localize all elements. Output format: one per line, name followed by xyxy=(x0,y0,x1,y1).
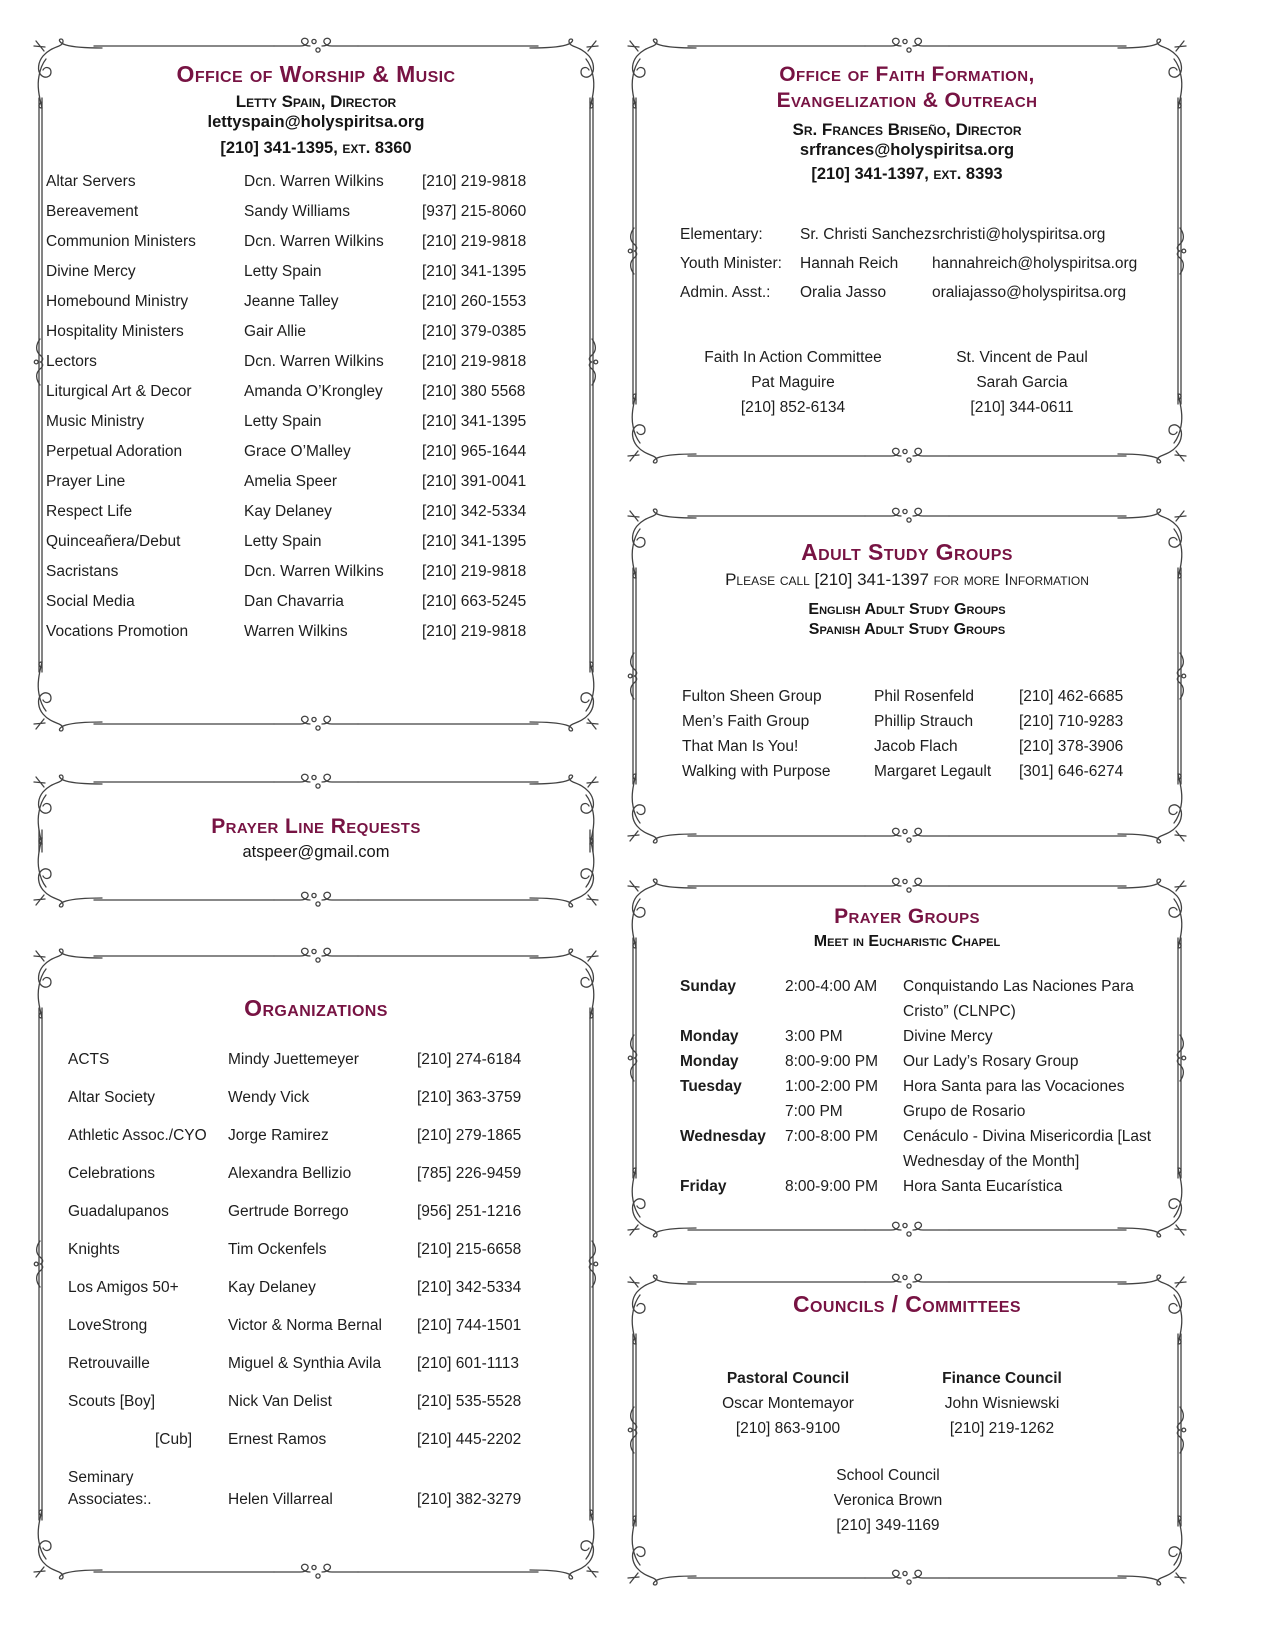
contact-phone: [210] 219-9818 xyxy=(422,563,527,580)
panel-faith-formation xyxy=(624,36,1190,466)
contact-phone: [210] 219-9818 xyxy=(422,173,527,190)
schedule-desc: Conquistando Las Naciones Para Cristo” (CLNPC) xyxy=(903,978,1134,1020)
schedule-day xyxy=(680,1099,785,1124)
committee-block xyxy=(912,345,1132,420)
council-name: Pastoral Council xyxy=(726,1370,850,1387)
contact-name: Sandy Williams xyxy=(244,203,350,220)
schedule-desc: Cenáculo - Divina Misericordia [Last Wednesday of the Month] xyxy=(903,1128,1152,1170)
staff-name: Sr. Christi Sanchez xyxy=(800,226,932,243)
study-groups-table xyxy=(682,684,1190,784)
council-blocks xyxy=(624,1366,1190,1441)
committee-phone: [210] 852-6134 xyxy=(740,399,846,416)
ministry-name: Divine Mercy xyxy=(46,263,136,280)
table-row xyxy=(682,709,1190,734)
org-name: ACTS xyxy=(68,1051,110,1068)
committee-contact: Pat Maguire xyxy=(751,374,835,391)
table-row xyxy=(46,287,602,317)
leader-name: Jacob Flach xyxy=(874,738,958,755)
contact-name: Miguel & Synthia Avila xyxy=(228,1355,382,1372)
council-name: School Council xyxy=(836,1467,940,1484)
ministry-name: Vocations Promotion xyxy=(46,623,189,640)
table-row xyxy=(68,1307,602,1345)
ministry-table xyxy=(46,167,602,647)
table-row xyxy=(68,1467,602,1511)
info-note: Please call [210] 341-1397 for more Information xyxy=(725,570,1089,589)
leader-name: Phillip Strauch xyxy=(874,713,974,730)
section-title-line2: Evangelization & Outreach xyxy=(776,89,1038,112)
committee-phone: [210] 344-0611 xyxy=(970,399,1074,416)
schedule-desc: Our Lady’s Rosary Group xyxy=(903,1053,1079,1070)
contact-phone: [210] 663-5245 xyxy=(422,593,527,610)
contact-name: Nick Van Delist xyxy=(228,1393,332,1410)
section-title-line1: Office of Faith Formation, xyxy=(779,63,1035,86)
panel-prayer-line-requests xyxy=(30,772,602,910)
table-row xyxy=(680,220,1190,249)
org-name: [Cub] xyxy=(155,1431,193,1448)
committee-blocks xyxy=(624,345,1190,420)
schedule-table xyxy=(680,974,1174,1199)
contact-name: Letty Spain xyxy=(244,413,322,430)
director-line: Sr. Frances Briseño, Director xyxy=(792,120,1022,139)
panel-prayer-groups xyxy=(624,876,1190,1240)
schedule-day: Monday xyxy=(680,1053,739,1070)
schedule-desc: Grupo de Rosario xyxy=(903,1103,1026,1120)
committee-name: St. Vincent de Paul xyxy=(956,349,1088,366)
table-row xyxy=(46,317,602,347)
contact-phone: [210] 744-1501 xyxy=(417,1317,522,1334)
ministry-name: Sacristans xyxy=(46,563,119,580)
contact-name: Dcn. Warren Wilkins xyxy=(244,353,384,370)
section-title: Prayer Line Requests xyxy=(211,815,421,838)
council-phone: [210] 349-1169 xyxy=(836,1517,940,1534)
table-row xyxy=(46,257,602,287)
table-row xyxy=(68,1421,602,1459)
group-name: Fulton Sheen Group xyxy=(682,688,822,705)
contact-phone: [785] 226-9459 xyxy=(417,1165,522,1182)
leader-phone: [301] 646-6274 xyxy=(1019,763,1124,780)
table-row xyxy=(68,1041,602,1079)
contact-phone: [937] 215-8060 xyxy=(422,203,527,220)
contact-phone: [210] 342-5334 xyxy=(417,1279,522,1296)
staff-role: Elementary: xyxy=(680,226,763,243)
committee-contact: Sarah Garcia xyxy=(976,374,1068,391)
table-row xyxy=(46,497,602,527)
contact-phone: [210] 965-1644 xyxy=(422,443,527,460)
ministry-name: Liturgical Art & Decor xyxy=(46,383,192,400)
section-title: Adult Study Groups xyxy=(801,539,1013,565)
org-name: Knights xyxy=(68,1241,120,1258)
contact-name: Amelia Speer xyxy=(244,473,338,490)
schedule-time: 3:00 PM xyxy=(785,1028,843,1045)
organizations-table xyxy=(68,1041,602,1511)
staff-name: Hannah Reich xyxy=(800,255,899,272)
contact-name: Letty Spain xyxy=(244,533,322,550)
phone-line: [210] 341-1395, ext. 8360 xyxy=(220,139,412,157)
table-row xyxy=(68,1383,602,1421)
table-row xyxy=(680,249,1190,278)
contact-name: Amanda O’Krongley xyxy=(244,383,383,400)
panel-councils-committees xyxy=(624,1272,1190,1588)
table-row xyxy=(68,1269,602,1307)
council-block xyxy=(783,1463,993,1538)
staff-email: srchristi@holyspiritsa.org xyxy=(932,226,1106,243)
section-title: Prayer Groups xyxy=(834,905,980,928)
table-row xyxy=(68,1231,602,1269)
contact-name: Jeanne Talley xyxy=(244,293,339,310)
contact-name: Gair Allie xyxy=(244,323,307,340)
contact-phone: [210] 219-9818 xyxy=(422,623,527,640)
contact-phone: [210] 341-1395 xyxy=(422,533,527,550)
contact-phone: [210] 391-0041 xyxy=(422,473,527,490)
contact-name: Dcn. Warren Wilkins xyxy=(244,563,384,580)
contact-phone: [210] 342-5334 xyxy=(422,503,527,520)
leader-phone: [210] 462-6685 xyxy=(1019,688,1124,705)
ministry-name: Homebound Ministry xyxy=(46,293,189,310)
email-line: srfrances@holyspiritsa.org xyxy=(799,141,1015,159)
spanish-groups-label: Spanish Adult Study Groups xyxy=(808,621,1006,638)
contact-name: Gertrude Borrego xyxy=(228,1203,349,1220)
table-row xyxy=(46,167,602,197)
contact-name: Jorge Ramirez xyxy=(228,1127,329,1144)
contact-phone: [210] 601-1113 xyxy=(417,1355,519,1372)
schedule-desc: Hora Santa Eucarística xyxy=(903,1178,1063,1195)
panel-worship-music xyxy=(30,36,602,734)
org-name: Scouts [Boy] xyxy=(68,1393,156,1410)
table-row xyxy=(46,557,602,587)
ministry-name: Respect Life xyxy=(46,503,133,520)
section-subtitle: Meet in Eucharistic Chapel xyxy=(813,933,1001,950)
schedule-time: 1:00-2:00 PM xyxy=(785,1078,879,1095)
group-name: Men’s Faith Group xyxy=(682,713,810,730)
table-row xyxy=(46,467,602,497)
contact-name: Wendy Vick xyxy=(228,1089,310,1106)
table-row xyxy=(46,197,602,227)
contact-phone: [210] 274-6184 xyxy=(417,1051,522,1068)
table-row xyxy=(46,347,602,377)
table-row xyxy=(682,684,1190,709)
staff-table xyxy=(680,220,1190,307)
group-name: That Man Is You! xyxy=(682,738,799,755)
email-line: lettyspain@holyspiritsa.org xyxy=(207,113,425,131)
contact-phone: [210] 341-1395 xyxy=(422,413,527,430)
schedule-time: 7:00 PM xyxy=(785,1103,843,1120)
schedule-day: Friday xyxy=(680,1178,727,1195)
table-row xyxy=(68,1155,602,1193)
section-title: Organizations xyxy=(244,995,388,1021)
table-row xyxy=(68,1345,602,1383)
contact-name: Grace O’Malley xyxy=(244,443,351,460)
contact-name: Kay Delaney xyxy=(228,1279,316,1296)
org-name: Altar Society xyxy=(68,1089,156,1106)
schedule-row xyxy=(680,1099,1174,1124)
table-row xyxy=(68,1079,602,1117)
schedule-row xyxy=(680,974,1174,1024)
ministry-name: Lectors xyxy=(46,353,97,370)
org-name: Guadalupanos xyxy=(68,1203,169,1220)
contact-name: Mindy Juettemeyer xyxy=(228,1051,359,1068)
ministry-name: Bereavement xyxy=(46,203,139,220)
ministry-name: Communion Ministers xyxy=(46,233,196,250)
phone-line: [210] 341-1397, ext. 8393 xyxy=(811,165,1003,183)
ministry-name: Music Ministry xyxy=(46,413,145,430)
email-line: atspeer@gmail.com xyxy=(242,843,390,861)
contact-name: Helen Villarreal xyxy=(228,1491,333,1508)
org-name: Seminary Associates:. xyxy=(68,1469,152,1508)
panel-adult-study-groups xyxy=(624,506,1190,846)
table-row xyxy=(46,407,602,437)
contact-phone: [210] 215-6658 xyxy=(417,1241,522,1258)
schedule-day: Wednesday xyxy=(680,1128,766,1145)
org-name: Los Amigos 50+ xyxy=(68,1279,179,1296)
staff-role: Admin. Asst.: xyxy=(680,284,771,301)
table-row xyxy=(46,527,602,557)
leader-phone: [210] 378-3906 xyxy=(1019,738,1124,755)
ministry-name: Hospitality Ministers xyxy=(46,323,184,340)
council-block xyxy=(683,1366,893,1441)
contact-name: Warren Wilkins xyxy=(244,623,348,640)
english-groups-label: English Adult Study Groups xyxy=(808,601,1006,618)
schedule-time: 7:00-8:00 PM xyxy=(785,1128,879,1145)
council-phone: [210] 863-9100 xyxy=(735,1420,841,1437)
contact-phone: [210] 379-0385 xyxy=(422,323,527,340)
council-contact: John Wisniewski xyxy=(944,1395,1060,1412)
org-name: Athletic Assoc./CYO xyxy=(68,1127,207,1144)
schedule-row xyxy=(680,1074,1174,1099)
contact-phone: [210] 219-9818 xyxy=(422,353,527,370)
table-row xyxy=(46,377,602,407)
contact-phone: [210] 445-2202 xyxy=(417,1431,522,1448)
section-title: Councils / Committees xyxy=(793,1291,1021,1317)
contact-name: Dcn. Warren Wilkins xyxy=(244,173,384,190)
contact-phone: [210] 260-1553 xyxy=(422,293,527,310)
section-title: Office of Worship & Music xyxy=(176,61,456,87)
schedule-day: Tuesday xyxy=(680,1078,742,1095)
table-row xyxy=(68,1117,602,1155)
staff-name: Oralia Jasso xyxy=(800,284,887,301)
schedule-row xyxy=(680,1174,1174,1199)
group-name: Walking with Purpose xyxy=(682,763,831,780)
table-row xyxy=(46,587,602,617)
schedule-day: Sunday xyxy=(680,978,736,995)
staff-email: hannahreich@holyspiritsa.org xyxy=(932,255,1138,272)
contact-phone: [210] 219-9818 xyxy=(422,233,527,250)
council-phone: [210] 219-1262 xyxy=(949,1420,1055,1437)
schedule-day: Monday xyxy=(680,1028,739,1045)
council-contact: Oscar Montemayor xyxy=(722,1395,854,1412)
contact-phone: [210] 380 5568 xyxy=(422,383,526,400)
leader-name: Phil Rosenfeld xyxy=(874,688,974,705)
contact-name: Dcn. Warren Wilkins xyxy=(244,233,384,250)
table-row xyxy=(46,617,602,647)
contact-name: Kay Delaney xyxy=(244,503,332,520)
schedule-time: 2:00-4:00 AM xyxy=(785,978,878,995)
council-contact: Veronica Brown xyxy=(833,1492,943,1509)
schedule-desc: Hora Santa para las Vocaciones xyxy=(903,1078,1125,1095)
schedule-time: 8:00-9:00 PM xyxy=(785,1053,879,1070)
schedule-row xyxy=(680,1024,1174,1049)
schedule-row xyxy=(680,1049,1174,1074)
ministry-name: Quinceañera/Debut xyxy=(46,533,181,550)
ministry-name: Perpetual Adoration xyxy=(46,443,183,460)
ministry-name: Altar Servers xyxy=(46,173,136,190)
staff-email: oraliajasso@holyspiritsa.org xyxy=(932,284,1127,301)
table-row xyxy=(46,227,602,257)
contact-phone: [210] 341-1395 xyxy=(422,263,527,280)
schedule-row xyxy=(680,1124,1174,1174)
committee-name: Faith In Action Committee xyxy=(704,349,882,366)
schedule-time: 8:00-9:00 PM xyxy=(785,1178,879,1195)
council-name: Finance Council xyxy=(942,1370,1062,1387)
table-row xyxy=(68,1193,602,1231)
staff-role: Youth Minister: xyxy=(680,255,782,272)
contact-name: Tim Ockenfels xyxy=(228,1241,327,1258)
org-name: Celebrations xyxy=(68,1165,156,1182)
table-row xyxy=(680,278,1190,307)
contact-name: Victor & Norma Bernal xyxy=(228,1317,382,1334)
ministry-name: Social Media xyxy=(46,593,135,610)
director-line: Letty Spain, Director xyxy=(235,92,397,111)
table-row xyxy=(682,734,1190,759)
table-row xyxy=(46,437,602,467)
schedule-desc: Divine Mercy xyxy=(903,1028,993,1045)
contact-phone: [210] 363-3759 xyxy=(417,1089,522,1106)
contact-phone: [210] 279-1865 xyxy=(417,1127,522,1144)
contact-phone: [956] 251-1216 xyxy=(417,1203,522,1220)
contact-name: Ernest Ramos xyxy=(228,1431,327,1448)
contact-phone: [210] 382-3279 xyxy=(417,1491,522,1508)
committee-block xyxy=(683,345,903,420)
contact-name: Letty Spain xyxy=(244,263,322,280)
contact-name: Alexandra Bellizio xyxy=(228,1165,352,1182)
org-name: Retrouvaille xyxy=(68,1355,150,1372)
leader-name: Margaret Legault xyxy=(874,763,992,780)
council-block xyxy=(897,1366,1107,1441)
contact-name: Dan Chavarria xyxy=(244,593,344,610)
org-name: LoveStrong xyxy=(68,1317,148,1334)
ministry-name: Prayer Line xyxy=(46,473,126,490)
contact-phone: [210] 535-5528 xyxy=(417,1393,522,1410)
panel-organizations xyxy=(30,946,602,1582)
leader-phone: [210] 710-9283 xyxy=(1019,713,1124,730)
table-row xyxy=(682,759,1190,784)
